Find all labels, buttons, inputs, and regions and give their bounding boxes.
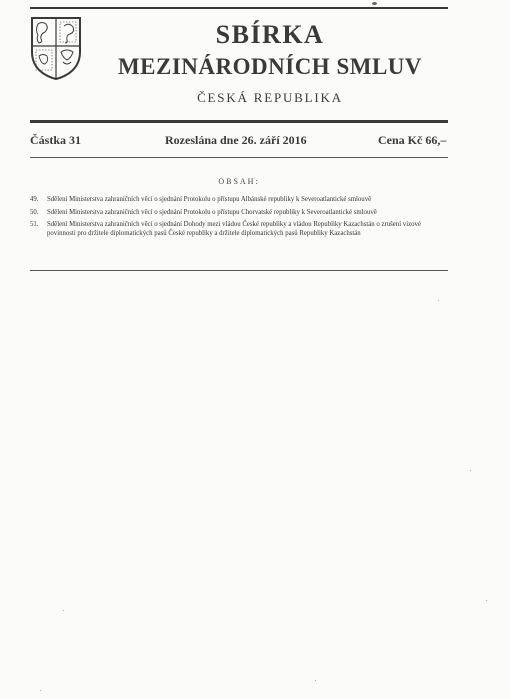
info-rule xyxy=(30,157,448,158)
scan-speck xyxy=(438,300,439,301)
czech-coat-of-arms-icon xyxy=(30,16,82,80)
issue-part: Částka 31 xyxy=(30,133,82,147)
contents-item xyxy=(30,221,448,238)
scan-speck xyxy=(315,680,316,681)
gazette-title-line2: MEZINÁRODNÍCH SMLUV xyxy=(117,54,423,79)
contents-item-text: Sdělení Ministerstva zahraničních věcí o sjednání Protokolu o přístupu Chorvatské republiky k Severoatlantické smlouvě xyxy=(47,208,377,216)
scan-speck xyxy=(486,600,487,601)
country-subtitle: ČESKÁ REPUBLIKA xyxy=(197,90,343,105)
gazette-title-line1: SBÍRKA xyxy=(215,20,325,49)
top-rule xyxy=(30,7,448,9)
scan-speck xyxy=(470,470,471,471)
scan-speck xyxy=(63,610,64,611)
contents-item xyxy=(30,196,448,205)
contents-item-number: 51. xyxy=(30,221,39,229)
contents-item-number: 49. xyxy=(30,196,39,203)
issue-distribution-date: Rozeslána dne 26. září 2016 xyxy=(165,133,307,147)
issue-price: Cena Kč 66,– xyxy=(378,133,447,147)
contents-item-number: 50. xyxy=(30,208,39,216)
contents-item-text: Sdělení Ministerstva zahraničních věcí o sjednání Dohody mezi vládou České republiky a vládou Republiky Kazachstán o zrušení vízové povinnosti pro držitele diplomatických pasů České republiky a držitele diplomatických pasů Republiky Kazachstán xyxy=(47,221,421,237)
scan-speck xyxy=(40,690,41,691)
contents-list xyxy=(30,196,448,242)
contents-end-rule xyxy=(30,270,448,271)
scan-speck xyxy=(372,2,377,5)
contents-heading: OBSAH: xyxy=(218,177,260,186)
header-rule xyxy=(30,120,448,123)
contents-item-text: Sdělení Ministerstva zahraničních věcí o sjednání Protokolu o přístupu Albánské republiky k Severoatlantické smlouvě xyxy=(47,196,372,203)
contents-item xyxy=(30,209,448,218)
